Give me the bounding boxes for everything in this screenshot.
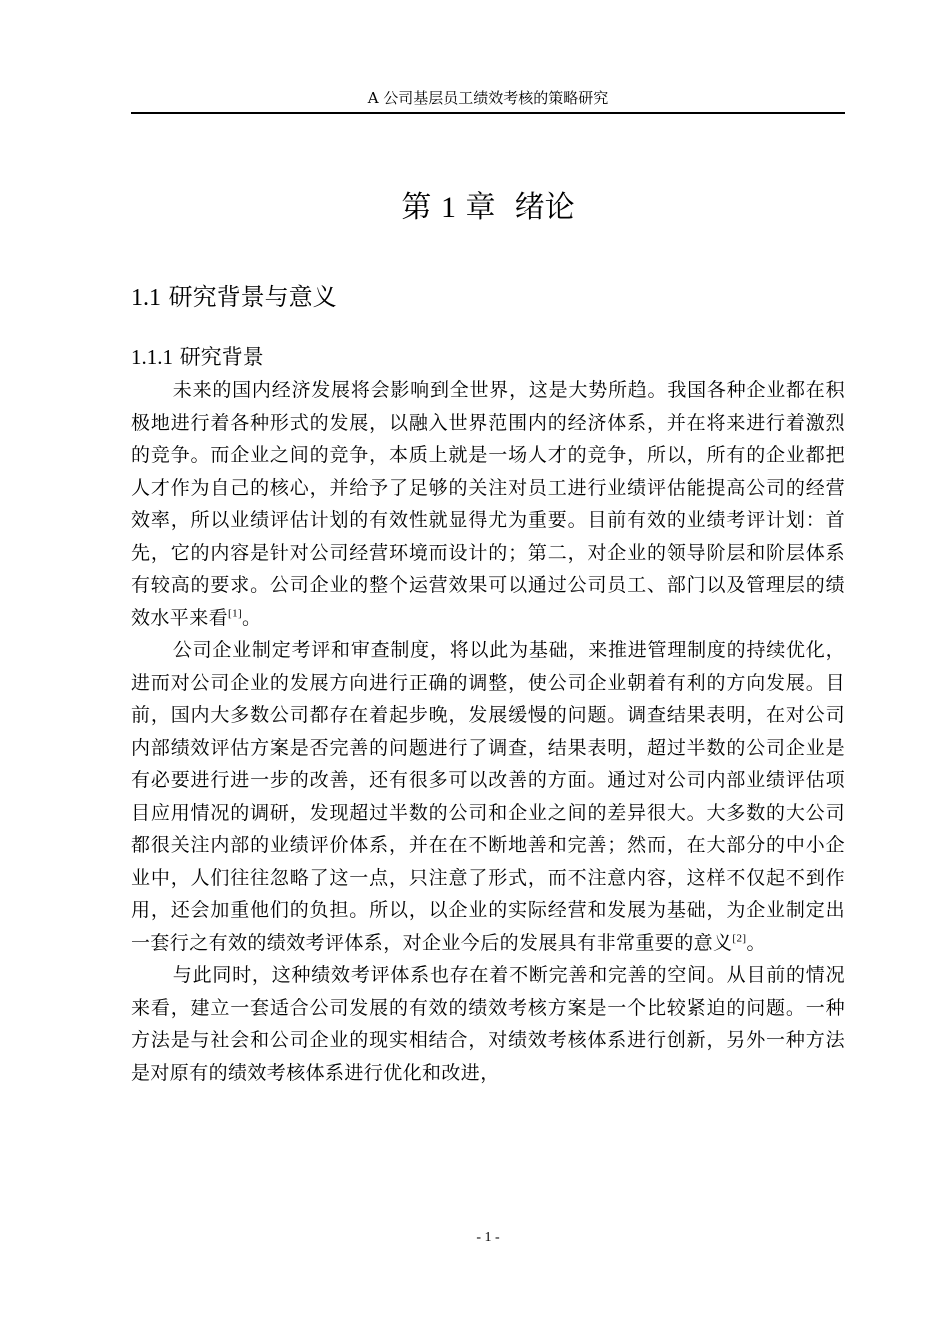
chapter-title: [131, 186, 845, 230]
paragraph-text: 与此同时，这种绩效考评体系也存在着不断完善和完善的空间。从目前的情况来看，建立一套适合公司发展的有效的绩效考核方案是一个比较紧迫的问题。一种方法是与社会和公司企业的现实相结合，对绩效考核体系进行创新，另外一种方法是对原有的绩效考核体系进行优化和改进，: [131, 964, 845, 1084]
chapter-prefix: 第: [401, 190, 432, 225]
chapter-number: 1: [440, 191, 456, 224]
paragraph: [131, 634, 845, 959]
subsection-name: 研究背景: [179, 345, 264, 369]
section-title: [131, 280, 337, 315]
subsection-title: [131, 342, 264, 372]
section-number: 1.1: [131, 285, 161, 311]
citation-ref[interactable]: [1]: [228, 607, 243, 620]
body-text: [131, 374, 845, 1089]
header-rule: [131, 112, 845, 114]
section-name: 研究背景与意义: [168, 283, 337, 311]
citation-ref[interactable]: [2]: [732, 932, 747, 945]
running-header: A 公司基层员工绩效考核的策略研究: [367, 89, 609, 107]
chapter-name: 绪论: [514, 190, 575, 225]
paragraph: [131, 374, 845, 634]
paragraph-text: 未来的国内经济发展将会影响到全世界，这是大势所趋。我国各种企业都在积极地进行着各种形式的发展，以融入世界范围内的经济体系，并在将来进行着激烈的竞争。而企业之间的竞争，本质上就是一场人才的竞争，所以，所有的企业都把人才作为自己的核心，并给予了足够的关注对员工进行业绩评估能提高公司的经营效率，所以业绩评估计划的有效性就显得尤为重要。目前有效的业绩考评计划：首先，它的内容是针对公司经营环境而设计的；第二，对企业的领导阶层和阶层体系有较高的要求。公司企业的整个运营效果可以通过公司员工、部门以及管理层的绩效水平来看: [131, 379, 845, 629]
paragraph: [131, 959, 845, 1089]
chapter-suffix: 章: [465, 190, 496, 225]
subsection-number: 1.1.1: [131, 345, 173, 369]
paragraph-end: 。: [746, 931, 766, 954]
page-number: - 1 -: [476, 1230, 500, 1245]
paragraph-text: 公司企业制定考评和审查制度，将以此为基础，来推进管理制度的持续优化，进而对公司企业的发展方向进行正确的调整，使公司企业朝着有利的方向发展。目前，国内大多数公司都存在着起步晚，发展缓慢的问题。调查结果表明，在对公司内部绩效评估方案是否完善的问题进行了调查，结果表明，超过半数的公司企业是有必要进行进一步的改善，还有很多可以改善的方面。通过对公司内部业绩评估项目应用情况的调研，发现超过半数的公司和企业之间的差异很大。大多数的大公司都很关注内部的业绩评价体系，并在在不断地善和完善；然而，在大部分的中小企业中，人们往往忽略了这一点，只注意了形式，而不注意内容，这样不仅起不到作用，还会加重他们的负担。所以，以企业的实际经营和发展为基础，为企业制定出一套行之有效的绩效考评体系，对企业今后的发展具有非常重要的意义: [131, 639, 845, 954]
paragraph-end: 。: [242, 606, 262, 629]
